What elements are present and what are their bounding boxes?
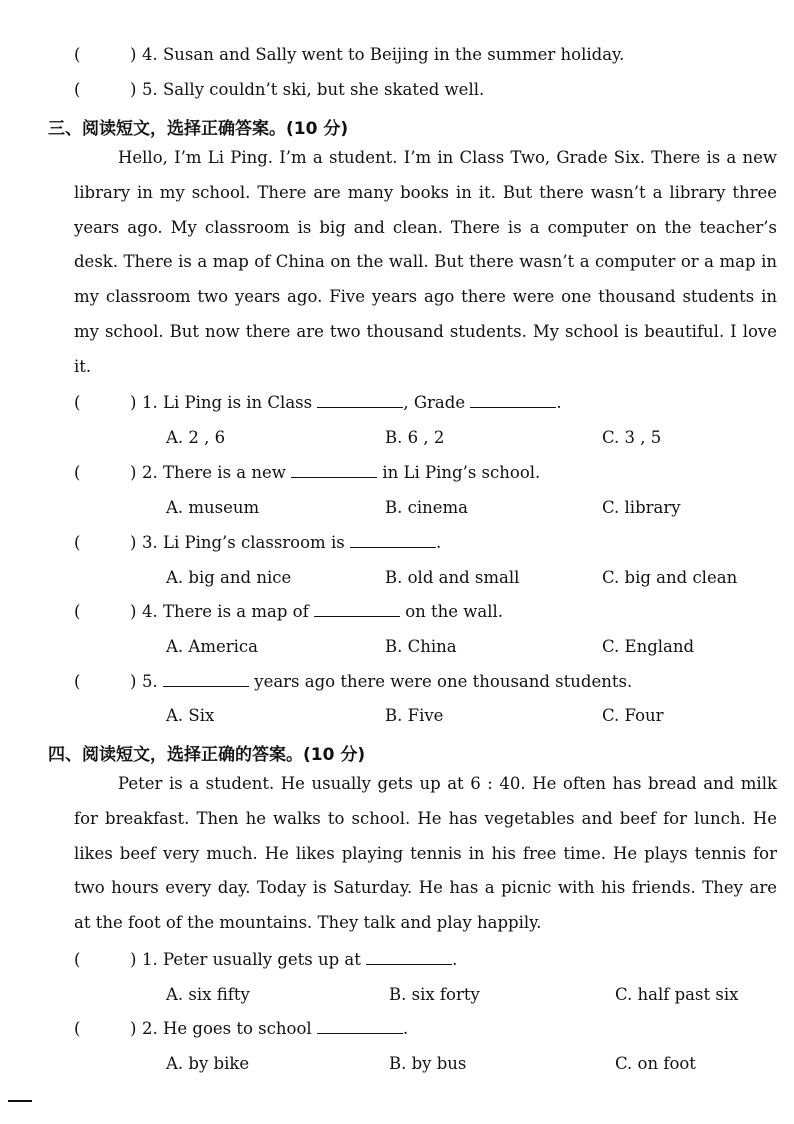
answer-paren-close: ) [130, 463, 137, 482]
answer-paren-open: ( [74, 533, 81, 552]
option-c: C. 3 , 5 [602, 428, 662, 447]
option-b: B. old and small [385, 568, 520, 587]
question-text: Sally couldn’t ski, but she skated well. [163, 80, 485, 99]
option-a: A. America [166, 637, 258, 656]
answer-paren-close: ) [130, 80, 137, 99]
answer-paren-close: ) [130, 533, 137, 552]
option-b: B. cinema [385, 498, 469, 517]
answer-paren-open: ( [74, 672, 81, 691]
question-text: Susan and Sally went to Beijing in the summer holiday. [163, 45, 625, 64]
answer-paren-close: ) [130, 393, 137, 412]
answer-paren-close: ) [130, 1019, 137, 1038]
answer-blank[interactable] [350, 533, 436, 548]
answer-paren-open: ( [74, 45, 81, 64]
option-a: A. six fifty [166, 985, 250, 1004]
option-b: B. by bus [389, 1054, 467, 1073]
answer-paren-open: ( [74, 602, 81, 621]
question-number: 5 [142, 80, 153, 99]
option-b: B. six forty [389, 985, 480, 1004]
section-3-heading: 三、阅读短文，选择正确答案。(10 分) [48, 119, 349, 139]
option-c: C. library [602, 498, 681, 517]
answer-paren-close: ) [130, 950, 137, 969]
section-3-passage: Hello, I’m Li Ping. I’m a student. I’m in Class Two, Grade Six. There is a new library in my school. There are many books in it. But there wasn’t a library three years ago. My classroom is big and clean. There is a computer on the teacher’s desk. There is a map of China on the wall. But there wasn’t a computer or a map in my classroom two years ago. Five years ago there were one thousand students in my school. But now there are two thousand students. My school is beautiful. I love it. [74, 148, 777, 376]
answer-paren-close: ) [130, 672, 137, 691]
option-a: A. Six [166, 706, 215, 725]
question-number: 5 [142, 672, 153, 691]
worksheet-page: ( ) 4. Susan and Sally went to Beijing in the summer holiday. ( ) 5. Sally couldn’t ski, but she skated well. 三、阅读短文，选择正确答案。(10 分) Hello, I’m Li Ping. I’m a student. I’m in Class Two, Grade Six. There is a new library in my school. There are many books in it. But there wasn’t a library three years ago. My classroom is big and clean. There is a computer on the teacher’s desk. There is a map of China on the wall. But there wasn’t a computer or a map in my classroom two years ago. Five years ago there were one thousand students in my school. But now there are two thousand students. My school is beautiful. I love it. ( ) 1. Li Ping is in Class , Grade . A. 2 , 6 B. 6 , 2 C. 3 , 5 ( ) 2. There is a new in Li Ping’s school. A. museum B. cinema C. library ( ) 3. Li Ping’s classroom is . A. big and nice B. old and small C. big and clean ( ) 4. There is a map of on the wall. A. America B. China C. England ( ) 5. years ago there were one thousand students. A. Six B. Five C. Four 四、阅读短文，选择正确的答案。(10 分) Peter is a student. He usually gets up at 6 : 40. He often has bread and milk for breakfast. Then he walks to school. He has vegetables and beef for lunch. He likes beef very much. He likes playing tennis in his free time. He plays tennis for two hours every day. Today is Saturday. He has a picnic with his friends. They are at the foot of the mountains. They talk and play happily. ( ) 1. Peter usually gets up at . A. six fifty B. six forty C. half past six ( ) 2. He goes to school . A. by bike B. by bus C. on foot [0, 0, 794, 1124]
option-c: C. big and clean [602, 568, 738, 587]
answer-paren-open: ( [74, 463, 81, 482]
answer-paren-open: ( [74, 1019, 81, 1038]
answer-paren-open: ( [74, 80, 81, 99]
option-a: A. by bike [166, 1054, 250, 1073]
answer-blank[interactable] [317, 393, 403, 408]
question-number: 1 [142, 393, 153, 412]
option-c: C. England [602, 637, 695, 656]
section-4-passage: Peter is a student. He usually gets up at 6 : 40. He often has bread and milk for breakfast. Then he walks to school. He has vegetables and beef for lunch. He likes beef very much. He likes playing tennis in his free time. He plays tennis for two hours every day. Today is Saturday. He has a picnic with his friends. They are at the foot of the mountains. They talk and play happily. [74, 774, 777, 933]
option-a: A. big and nice [166, 568, 292, 587]
question-number: 3 [142, 533, 153, 552]
question-number: 2 [142, 1019, 153, 1038]
option-a: A. 2 , 6 [166, 428, 226, 447]
answer-paren-close: ) [130, 45, 137, 64]
answer-paren-open: ( [74, 393, 81, 412]
answer-blank[interactable] [470, 393, 556, 408]
question-number: 2 [142, 463, 153, 482]
option-c: C. on foot [615, 1054, 696, 1073]
option-a: A. museum [166, 498, 260, 517]
option-c: C. half past six [615, 985, 739, 1004]
question-number: 4 [142, 602, 153, 621]
option-b: B. Five [385, 706, 444, 725]
option-b: B. 6 , 2 [385, 428, 445, 447]
answer-paren-open: ( [74, 950, 81, 969]
option-b: B. China [385, 637, 457, 656]
answer-blank[interactable] [317, 1019, 403, 1034]
page-footer-dash [8, 1100, 32, 1102]
answer-blank[interactable] [314, 602, 400, 617]
section-4-heading: 四、阅读短文，选择正确的答案。(10 分) [48, 745, 366, 765]
answer-paren-close: ) [130, 602, 137, 621]
answer-blank[interactable] [366, 950, 452, 965]
question-number: 1 [142, 950, 153, 969]
answer-blank[interactable] [163, 672, 249, 687]
answer-blank[interactable] [291, 463, 377, 478]
question-number: 4 [142, 45, 153, 64]
option-c: C. Four [602, 706, 664, 725]
